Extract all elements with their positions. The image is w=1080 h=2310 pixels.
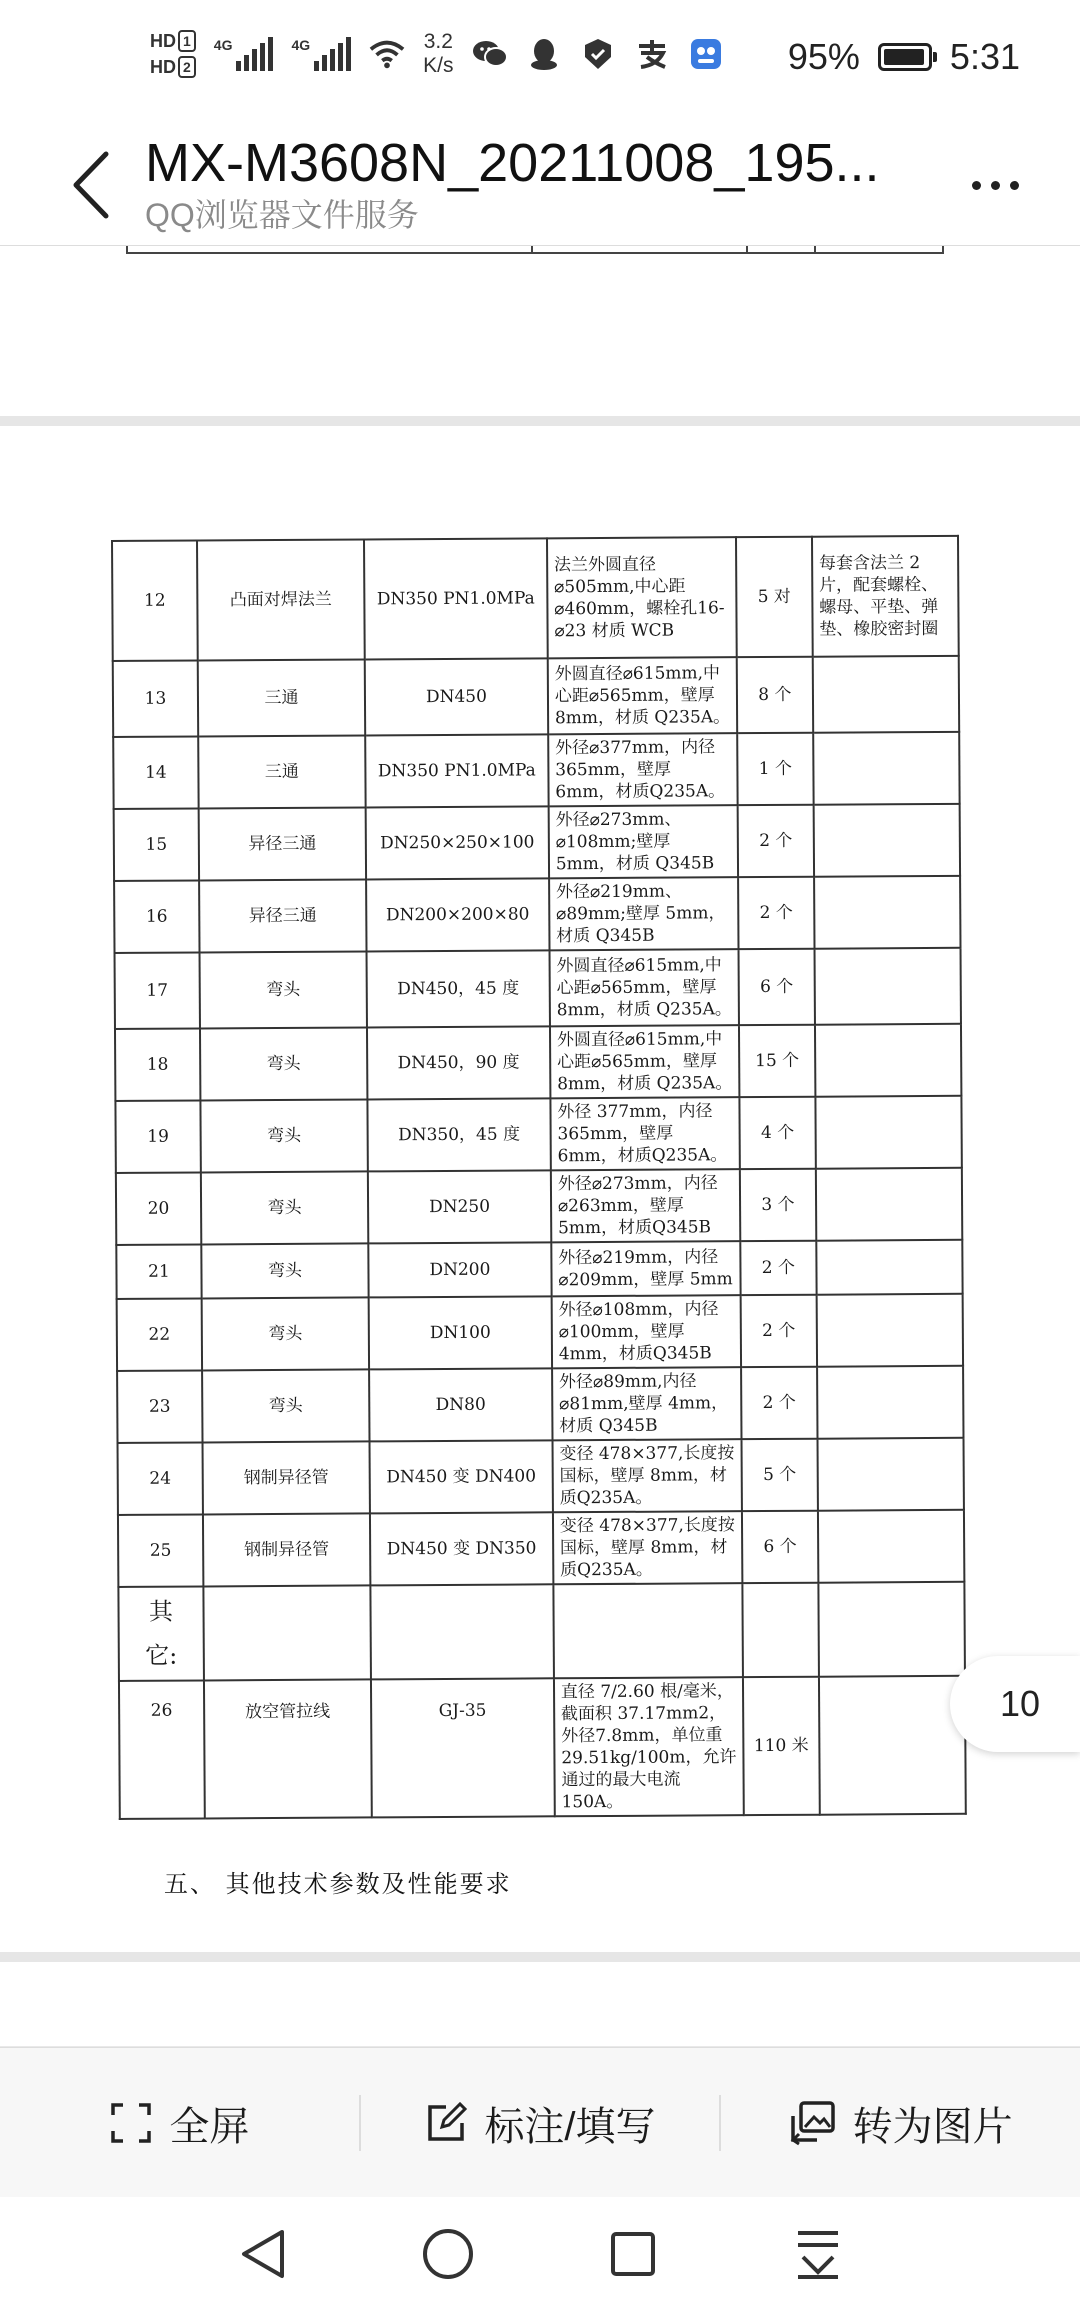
hd1-num: 1 xyxy=(178,30,196,52)
fullscreen-icon xyxy=(109,2101,153,2145)
battery-icon xyxy=(878,43,932,71)
cell-name: 弯头 xyxy=(199,951,367,1028)
cell-no: 26 xyxy=(119,1680,205,1819)
cell-note xyxy=(813,804,960,877)
current-page xyxy=(0,426,1080,1952)
cell-spec: DN450，45 度 xyxy=(367,950,550,1027)
table-row xyxy=(118,1438,964,1515)
cell-name: 异径三通 xyxy=(199,879,367,952)
cell-no: 23 xyxy=(117,1370,202,1443)
cell-note xyxy=(813,732,960,805)
cell-qty: 3 个 xyxy=(740,1169,816,1241)
system-nav-bar xyxy=(0,2197,1080,2310)
cell-note xyxy=(814,876,961,949)
cell-desc: 外径⌀273mm、⌀108mm;壁厚 5mm，材质 Q345B xyxy=(548,805,738,878)
table-row-26 xyxy=(119,1676,966,1819)
table-row xyxy=(116,1240,962,1299)
cell-desc: 直径 7/2.60 根/毫米，截面积 37.17mm2，外径7.8mm，单位重29.51kg/100m，允许通过的最大电流 150A。 xyxy=(554,1677,744,1816)
cell-desc xyxy=(553,1583,743,1678)
status-left xyxy=(150,30,724,78)
hd2-badge xyxy=(150,56,196,78)
cell-desc: 外径⌀219mm、⌀89mm;壁厚 5mm，材质 Q345B xyxy=(549,877,739,950)
battery-fill xyxy=(884,49,924,65)
cell-note xyxy=(816,1294,963,1367)
previous-page xyxy=(0,246,1080,416)
cell-spec: DN350，45 度 xyxy=(367,1098,550,1171)
cell-note xyxy=(816,1240,963,1295)
cell-no: 19 xyxy=(115,1100,200,1173)
table-row-other xyxy=(118,1582,965,1681)
cell-name: 弯头 xyxy=(201,1171,369,1244)
section-heading: 五、 其他技术参数及性能要求 xyxy=(164,1870,512,1898)
cell-no: 14 xyxy=(113,736,198,809)
net2-label: 4G xyxy=(291,37,311,53)
cell-name: 弯头 xyxy=(202,1297,370,1370)
cell-no: 16 xyxy=(114,880,199,953)
cell-note xyxy=(817,1438,964,1511)
cell-name: 弯头 xyxy=(200,1099,368,1172)
cell-qty: 6 个 xyxy=(742,1511,818,1583)
cell-note xyxy=(815,1024,962,1097)
hd2-label: HD xyxy=(150,56,176,77)
cell-qty: 2 个 xyxy=(741,1367,817,1439)
alipay-icon xyxy=(634,36,670,72)
cell-spec: DN450 变 DN350 xyxy=(370,1512,553,1585)
cell-qty: 6 个 xyxy=(739,949,815,1025)
signal-bars-icon xyxy=(236,37,273,71)
cell-name: 钢制异径管 xyxy=(203,1513,371,1586)
cell-name: 弯头 xyxy=(201,1243,368,1298)
cell-spec: DN250×250×100 xyxy=(366,806,549,879)
annotate-button[interactable] xyxy=(361,2048,720,2198)
cell-desc: 变径 478×377,长度按国标，壁厚 8mm，材质Q235A。 xyxy=(552,1439,742,1512)
cell-name: 三通 xyxy=(198,735,366,808)
cell-no: 17 xyxy=(115,952,200,1029)
cell-note xyxy=(812,656,959,733)
pull-down-icon xyxy=(793,2227,843,2281)
cell-spec: DN250 xyxy=(368,1170,551,1243)
nav-home-button[interactable] xyxy=(413,2219,483,2289)
cell-qty: 15 个 xyxy=(739,1025,815,1097)
page-number-badge[interactable]: 10 xyxy=(950,1656,1080,1752)
table-row xyxy=(115,948,961,1029)
cell-note xyxy=(818,1510,965,1583)
cell-note xyxy=(817,1366,964,1439)
other-label-1: 其 xyxy=(148,1597,174,1626)
cell-note xyxy=(814,948,961,1025)
cell-note: 每套含法兰 2 片，配套螺栓、螺母、平垫、弹垫、橡胶密封圈 xyxy=(812,536,959,657)
cell-qty: 5 对 xyxy=(736,537,812,657)
cell-spec xyxy=(370,1584,553,1679)
cell-desc: 外径⌀89mm,内径⌀81mm,壁厚 4mm，材质 Q345B xyxy=(552,1367,742,1440)
cell-desc: 外径 377mm，内径365mm，壁厚 6mm，材质Q235A。 xyxy=(550,1097,740,1170)
triangle-back-icon xyxy=(238,2227,288,2281)
cell-name: 钢制异径管 xyxy=(202,1441,370,1514)
table-row xyxy=(114,804,960,881)
hd1-label: HD xyxy=(150,30,176,51)
fullscreen-button[interactable] xyxy=(0,2048,359,2198)
cell-spec: DN200×200×80 xyxy=(366,878,549,951)
speed-unit: K/s xyxy=(423,54,454,77)
cell-desc: 变径 478×377,长度按国标，壁厚 8mm，材质Q235A。 xyxy=(553,1511,743,1584)
cell-no: 25 xyxy=(118,1514,203,1587)
table-row xyxy=(115,1024,961,1101)
cell-spec: DN80 xyxy=(369,1368,552,1441)
cell-spec: DN350 PN1.0MPa xyxy=(365,734,548,807)
cell-spec: DN450，90 度 xyxy=(367,1026,550,1099)
shield-icon xyxy=(580,36,616,72)
table-row xyxy=(117,1294,963,1371)
table-row xyxy=(114,876,960,953)
cell-name xyxy=(203,1585,371,1680)
cell-no: 24 xyxy=(118,1442,203,1515)
table-row xyxy=(113,656,959,737)
bottom-toolbar xyxy=(0,2047,1080,2198)
qq-icon xyxy=(526,36,562,72)
status-bar xyxy=(0,0,1080,125)
dot-icon xyxy=(1010,181,1019,190)
hd2-num: 2 xyxy=(178,56,196,78)
annotate-label: 标注/填写 xyxy=(484,2104,656,2149)
cell-name: 弯头 xyxy=(202,1369,370,1442)
title-bar xyxy=(0,125,1080,246)
nav-back-button[interactable] xyxy=(228,2219,298,2289)
speed-value: 3.2 xyxy=(423,30,453,53)
cell-qty: 4 个 xyxy=(740,1097,816,1169)
document-viewer[interactable] xyxy=(0,246,1080,2046)
net1-label: 4G xyxy=(213,37,233,53)
hd-indicators xyxy=(150,30,196,78)
cell-name: 凸面对焊法兰 xyxy=(197,539,365,660)
cell-note xyxy=(818,1582,965,1677)
cell-qty: 5 个 xyxy=(742,1439,818,1511)
cell-note xyxy=(816,1168,963,1241)
other-label-2: 它: xyxy=(145,1641,178,1670)
circle-home-icon xyxy=(421,2227,475,2281)
cell-qty: 2 个 xyxy=(740,1241,816,1295)
battery-percent: 95% xyxy=(787,36,860,77)
table-row xyxy=(112,536,959,661)
hd1-badge xyxy=(150,30,196,52)
back-button[interactable] xyxy=(60,135,120,235)
cell-spec: DN100 xyxy=(369,1296,552,1369)
previous-table-edge xyxy=(126,246,944,254)
cell-spec: DN450 变 DN400 xyxy=(370,1440,553,1513)
dot-icon xyxy=(991,181,1000,190)
signal-1 xyxy=(214,37,274,71)
cell-spec: DN200 xyxy=(368,1242,551,1297)
fullscreen-label: 全屏 xyxy=(169,2104,250,2149)
cell-name: 异径三通 xyxy=(199,807,367,880)
cell-note xyxy=(815,1096,962,1169)
status-right xyxy=(788,36,1020,78)
cell-desc: 外圆直径⌀615mm,中心距⌀565mm，壁厚 8mm，材质 Q235A。 xyxy=(549,949,739,1026)
convert-to-image-button[interactable] xyxy=(721,2048,1080,2198)
table-row xyxy=(115,1096,961,1173)
cell-spec: GJ-35 xyxy=(371,1678,555,1817)
table-row xyxy=(118,1510,964,1587)
signal-bars-icon xyxy=(314,37,351,71)
cell-name: 三通 xyxy=(198,659,366,736)
edit-icon xyxy=(424,2101,468,2145)
cell-qty: 1 个 xyxy=(737,733,813,805)
table-row xyxy=(117,1366,963,1443)
wechat-icon xyxy=(472,36,508,72)
convert-image-icon xyxy=(789,2100,837,2146)
cell-desc: 外径⌀273mm，内径⌀263mm，壁厚 5mm，材质Q345B xyxy=(551,1169,741,1242)
cell-no: 12 xyxy=(112,540,198,661)
cell-desc: 法兰外圆直径⌀505mm,中心距⌀460mm，螺栓孔16-⌀23 材质 WCB xyxy=(547,537,737,658)
cell-qty: 2 个 xyxy=(738,805,814,877)
cell-qty: 2 个 xyxy=(741,1295,817,1367)
cell-desc: 外圆直径⌀615mm,中心距⌀565mm，壁厚 8mm，材质 Q235A。 xyxy=(550,1025,740,1098)
cell-no: 15 xyxy=(114,808,199,881)
table-row xyxy=(116,1168,962,1245)
cell-name: 弯头 xyxy=(200,1027,368,1100)
cell-name: 放空管拉线 xyxy=(204,1679,372,1818)
next-page xyxy=(0,1962,1080,2046)
document-title: MX-M3608N_20211008_195... xyxy=(145,133,880,193)
app-icon xyxy=(688,36,724,72)
nav-recents-button[interactable] xyxy=(598,2219,668,2289)
cell-qty: 110 米 xyxy=(743,1677,819,1815)
signal-2 xyxy=(291,37,351,71)
convert-to-image-label: 转为图片 xyxy=(852,2104,1013,2149)
cell-desc: 外径⌀377mm，内径365mm，壁厚 6mm，材质Q235A。 xyxy=(548,733,738,806)
more-options-button[interactable] xyxy=(960,155,1030,215)
table-row xyxy=(113,732,959,809)
cell-no xyxy=(118,1586,203,1681)
dot-icon xyxy=(972,181,981,190)
nav-notification-button[interactable] xyxy=(783,2219,853,2289)
cell-qty: 2 个 xyxy=(738,877,814,949)
spec-table xyxy=(111,535,967,1820)
square-recents-icon xyxy=(608,2229,658,2279)
back-arrow-icon xyxy=(70,150,110,220)
cell-no: 22 xyxy=(117,1298,202,1371)
cell-spec: DN450 xyxy=(365,658,548,735)
cell-desc: 外径⌀219mm，内径⌀209mm，壁厚 5mm xyxy=(551,1241,741,1296)
cell-no: 20 xyxy=(116,1172,201,1245)
cell-note xyxy=(819,1676,966,1815)
cell-spec: DN350 PN1.0MPa xyxy=(364,538,548,659)
cell-qty: 8 个 xyxy=(737,657,813,733)
clock: 5:31 xyxy=(949,36,1020,77)
cell-desc: 外径⌀108mm，内径⌀100mm，壁厚 4mm，材质Q345B xyxy=(551,1295,741,1368)
cell-desc: 外圆直径⌀615mm,中心距⌀565mm，壁厚 8mm，材质 Q235A。 xyxy=(548,657,738,734)
cell-no: 21 xyxy=(116,1244,201,1299)
cell-no: 13 xyxy=(113,660,198,737)
wifi-icon xyxy=(369,36,405,72)
cell-no: 18 xyxy=(115,1028,200,1101)
document-subtitle: QQ浏览器文件服务 xyxy=(145,197,419,233)
net-speed xyxy=(423,30,453,78)
cell-qty xyxy=(742,1583,818,1677)
